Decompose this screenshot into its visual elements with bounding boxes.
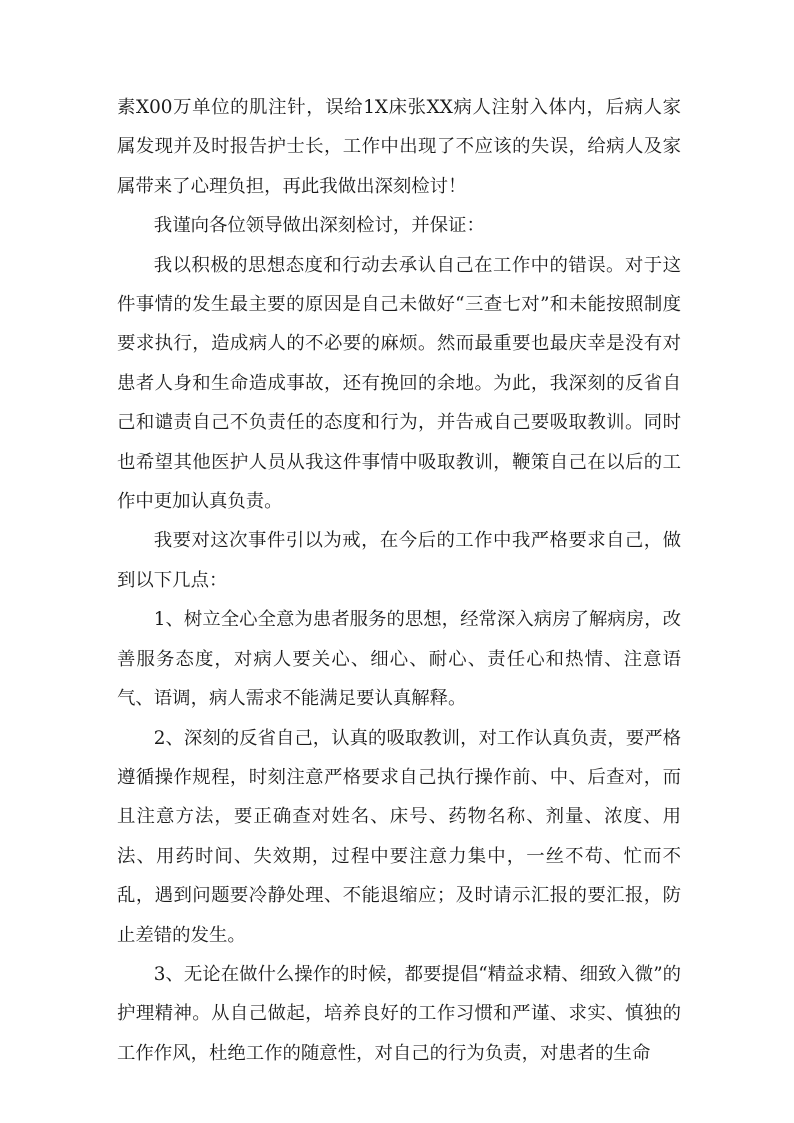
- list-item-3: 3、无论在做什么操作的时候，都要提倡“精益求精、细致入微”的护理精神。从自己做起，培养良好的工作习惯和严谨、求实、慎独的工作作风，杜绝工作的随意性，对自己的行为负责，对患者的生命: [117, 963, 681, 1064]
- paragraph-continuation: 素X00万单位的肌注针，误给1X床张XX病人注射入体内，后病人家属发现并及时报告护士长，工作中出现了不应该的失误，给病人及家属带来了心理负担，再此我做出深刻检讨！: [117, 97, 681, 197]
- document-body: [117, 88, 681, 1073]
- paragraph-pledge-intro: 我谨向各位领导做出深刻检讨，并保证：: [153, 215, 485, 237]
- list-item-1: 1、树立全心全意为患者服务的思想，经常深入病房了解病房，改善服务态度，对病人要关心、细心、耐心、责任心和热情、注意语气、语调，病人需求不能满足要认真解释。: [117, 609, 681, 710]
- list-item-2: 2、深刻的反省自己，认真的吸取教训，对工作认真负责，要严格遵循操作规程，时刻注意严格要求自己执行操作前、中、后查对，而且注意方法，要正确查对姓名、床号、药物名称、剂量、浓度、用法、用药时间、失效期，过程中要注意力集中，一丝不苟、忙而不乱，遇到问题要冷静处理、不能退缩应；及时请示汇报的要汇报，防止差错的发生。: [117, 727, 681, 946]
- paragraph-resolution: 我要对这次事件引以为戒，在今后的工作中我严格要求自己，做到以下几点：: [117, 530, 681, 591]
- paragraph-admission: 我以积极的思想态度和行动去承认自己在工作中的错误。对于这件事情的发生最主要的原因是自己未做好“三查七对”和未能按照制度要求执行，造成病人的不必要的麻烦。然而最重要也最庆幸是没有对患者人身和生命造成事故，还有挽回的余地。为此，我深刻的反省自己和谴责自己不负责任的态度和行为，并告戒自己要吸取教训。同时也希望其他医护人员从我这件事情中吸取教训，鞭策自己在以后的工作中更加认真负责。: [117, 254, 681, 513]
